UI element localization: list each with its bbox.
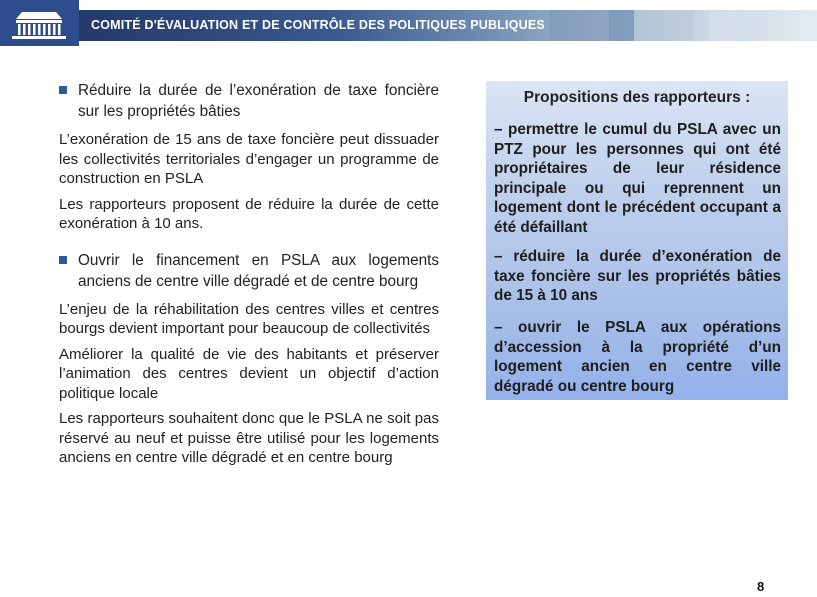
paragraph: Les rapporteurs souhaitent donc que le PSLA ne soit pas réservé au neuf et puisse être utilisé pour les logements anciens en centre ville dégradé et en centre bourg <box>59 410 439 466</box>
left-column <box>59 80 439 474</box>
paragraph: Les rapporteurs proposent de réduire la durée de cette exonération à 10 ans. <box>59 195 439 232</box>
header-title: COMITÉ D'ÉVALUATION ET DE CONTRÔLE DES POLITIQUES PUBLIQUES <box>91 18 545 32</box>
bullet-item <box>59 250 439 292</box>
assemblee-nationale-logo-icon <box>8 6 70 40</box>
paragraph: L’enjeu de la réhabilitation des centres villes et centres bourgs devient important pour beaucoup de collectivités <box>59 300 439 337</box>
bullet-text: Réduire la durée de l’exonération de taxe foncière sur les propriétés bâties <box>78 82 439 120</box>
proposition-item: – ouvrir le PSLA aux opérations d’accession à la propriété d’un logement ancien en centre ville dégradé ou centre bourg <box>494 319 781 395</box>
proposition-item: – réduire la durée d’exonération de taxe foncière sur les propriétés bâties de 15 à 10 ans <box>494 248 781 304</box>
bullet-item <box>59 80 439 122</box>
page-number: 8 <box>757 579 765 594</box>
logo <box>0 0 79 46</box>
paragraph: Améliorer la qualité de vie des habitants et préserver l’animation des centres devient un objectif d’action politique locale <box>59 345 439 402</box>
header <box>0 0 817 46</box>
paragraph: L’exonération de 15 ans de taxe foncière peut dissuader les collectivités territoriales d’engager un programme de construction en PSLA <box>59 131 439 187</box>
square-bullet-icon <box>59 256 67 264</box>
bullet-text: Ouvrir le financement en PSLA aux logements anciens de centre ville dégradé et de centre bourg <box>78 251 439 290</box>
header-banner <box>79 10 817 41</box>
square-bullet-icon <box>59 86 67 94</box>
propositions-box <box>486 81 788 400</box>
proposition-item: – permettre le cumul du PSLA avec un PTZ pour les personnes qui ont été propriétaires de leur résidence principale ou qui reprennent un logement dont le précédent occupant a été défaillant <box>494 121 781 236</box>
propositions-title: Propositions des rapporteurs : <box>523 89 751 106</box>
